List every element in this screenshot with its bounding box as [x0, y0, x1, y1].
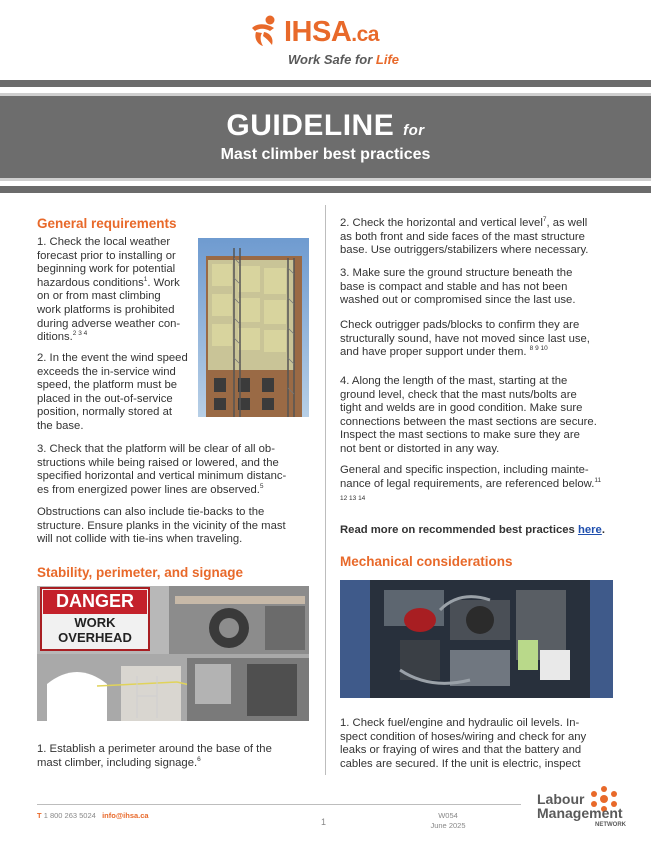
document-title: GUIDELINE for — [226, 109, 425, 142]
general-paragraph-1: 1. Check the local weather forecast prior to installing or beginning work for potential hazardous conditions$^1$. Work on or from mast climbing work platforms is prohibited during adverse weather con- ditions.$^{2 3 4}$ — [37, 236, 181, 344]
right-paragraph-2: 3. Make sure the ground structure beneath the base is compact and stable and has not been washed out or compromised since the last use. — [340, 267, 576, 307]
lmn-management: Management — [537, 805, 623, 821]
right-paragraph-1: 2. Check the horizontal and vertical level$^7$, as well as both front and side faces of the mast structure base. Use outriggers/stabilizers where necessary. — [340, 216, 589, 257]
document-subtitle: Mast climber best practices — [220, 146, 431, 163]
lmn-network: NETWORK — [595, 822, 626, 828]
right-paragraph-5: General and specific inspection, including mainte- nance of legal requirements, are referenced below.$^{11}$ 12 13 14 — [340, 464, 602, 503]
engine-photo — [340, 580, 613, 698]
danger-sign-overhead: OVERHEAD — [58, 630, 132, 645]
danger-sign-collage-photo — [37, 586, 309, 721]
danger-sign-work: WORK — [74, 615, 116, 630]
building-mast-climber-photo — [198, 238, 309, 417]
ihsa-logo — [248, 12, 418, 72]
title-banner — [0, 93, 651, 181]
general-requirements-heading: General requirements — [37, 216, 177, 231]
document-code: W054 — [438, 811, 458, 820]
logo-wordmark: IHSA.ca — [284, 16, 379, 48]
column-divider — [325, 205, 326, 775]
right-paragraph-4: 4. Along the length of the mast, starting at the ground level, check that the mast nuts/bolts are tight and welds are in good condition. Make sure connections between the mast sections are secure. Inspect the mast sections to make sure they are not bent or distorted in any way. — [340, 375, 597, 455]
footer-rule — [37, 804, 521, 805]
general-paragraph-4: Obstructions can also include tie-backs to the structure. Ensure planks in the vicinity of the mast will not collide with tie-ins when traveling. — [37, 506, 286, 546]
logo-tagline: Work Safe for Life — [288, 52, 400, 67]
danger-sign-word: DANGER — [55, 591, 134, 611]
banner-bottom-stripe — [0, 186, 651, 193]
footer-contact: T 1 800 263 5024 info@ihsa.ca — [37, 811, 149, 820]
general-paragraph-3: 3. Check that the platform will be clear of all ob- structions while being raised or lowered, and the specified horizontal and vertical minimum distanc- es from energized power lines are observed.$^5$ — [37, 443, 287, 496]
read-more-line: Read more on recommended best practices here. — [340, 524, 605, 536]
general-paragraph-2: 2. In the event the wind speed exceeds the in-service wind speed, the platform must be placed in the out-of-service position, normally stored at the base. — [37, 352, 188, 432]
labour-management-network-logo — [537, 786, 632, 836]
here-link[interactable]: here — [577, 524, 602, 536]
ihsa-figure-icon — [248, 14, 282, 48]
page-number: 1 — [321, 817, 327, 827]
footer-email-link[interactable]: info@ihsa.ca — [102, 811, 149, 820]
stability-paragraph-1: 1. Establish a perimeter around the base of the mast climber, including signage.$^6$ — [37, 743, 272, 769]
banner-top-stripe — [0, 80, 651, 87]
mechanical-paragraph-1: 1. Check fuel/engine and hydraulic oil levels. In- spect condition of hoses/wiring and check for any leaks or fraying of wires and that the battery and cables are secured. If the unit is electric, inspect — [340, 717, 587, 770]
lmn-labour: Labour — [537, 791, 585, 807]
right-paragraph-3: Check outrigger pads/blocks to confirm they are structurally sound, have not moved since last use, and have proper support under them. $^{8 9 10}$ — [340, 319, 590, 359]
stability-heading: Stability, perimeter, and signage — [37, 565, 244, 580]
mechanical-heading: Mechanical considerations — [340, 554, 513, 569]
document-date: June 2025 — [430, 821, 466, 830]
